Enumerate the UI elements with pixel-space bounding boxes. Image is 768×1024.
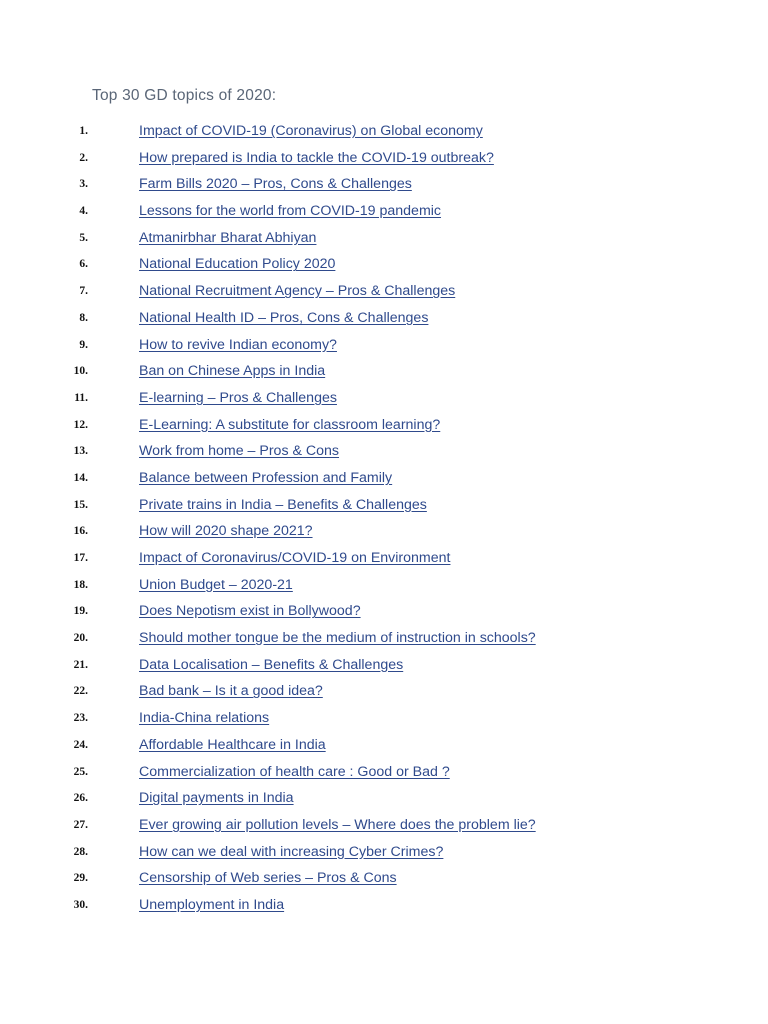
list-item-number: 17.	[73, 552, 88, 564]
topic-link[interactable]: Does Nepotism exist in Bollywood?	[139, 603, 361, 620]
list-item	[0, 625, 768, 652]
topic-link[interactable]: Atmanirbhar Bharat Abhiyan	[139, 229, 317, 246]
topic-link[interactable]: Work from home – Pros & Cons	[139, 443, 340, 460]
list-item-number: 22.	[73, 685, 88, 698]
topic-link[interactable]: How to revive Indian economy?	[139, 336, 337, 353]
list-item	[0, 171, 768, 198]
list-item-number: 27.	[73, 818, 88, 831]
list-item-number: 16.	[73, 525, 88, 538]
topic-link[interactable]: E-Learning: A substitute for classroom learning?	[139, 416, 441, 433]
list-item-number: 29.	[73, 872, 88, 885]
list-item-number: 2.	[79, 151, 88, 164]
topic-link[interactable]: Should mother tongue be the medium of instruction in schools?	[139, 630, 536, 647]
list-item	[0, 812, 768, 839]
list-item	[0, 358, 768, 385]
list-item	[0, 492, 768, 519]
list-item	[0, 705, 768, 732]
list-item-number: 13.	[73, 445, 88, 458]
list-item-number: 10.	[73, 365, 88, 378]
list-item-number: 24.	[73, 738, 88, 751]
list-item-number: 8.	[79, 311, 88, 324]
list-item-number: 4.	[79, 205, 88, 218]
list-item-number: 6.	[79, 258, 88, 271]
list-item	[0, 145, 768, 172]
list-item	[0, 759, 768, 786]
list-item-number: 1.	[79, 125, 88, 137]
list-item	[0, 225, 768, 252]
list-item-number: 26.	[73, 792, 88, 805]
list-item	[0, 438, 768, 465]
list-item-number: 11.	[74, 391, 88, 404]
list-item-number: 21.	[73, 658, 88, 671]
list-item-number: 7.	[79, 285, 88, 298]
list-item	[0, 865, 768, 892]
list-item	[0, 385, 768, 412]
list-item-number: 28.	[73, 845, 88, 858]
topic-link[interactable]: How prepared is India to tackle the COVID-19 outbreak?	[139, 149, 494, 166]
topic-link[interactable]: Lessons for the world from COVID-19 pandemic	[139, 203, 442, 220]
topic-link[interactable]: Ban on Chinese Apps in India	[139, 363, 326, 380]
topic-link[interactable]: National Recruitment Agency – Pros & Challenges	[139, 283, 456, 300]
list-item-number: 5.	[79, 231, 88, 244]
topic-link[interactable]: Impact of COVID-19 (Coronavirus) on Global economy	[139, 123, 483, 139]
list-item-number: 9.	[79, 338, 88, 351]
list-item-number: 12.	[73, 418, 88, 431]
list-item-number: 18.	[73, 578, 88, 591]
topic-link[interactable]: Unemployment in India	[139, 896, 285, 913]
topic-link[interactable]: Data Localisation – Benefits & Challenges	[139, 656, 404, 673]
topic-link[interactable]: How can we deal with increasing Cyber Crimes?	[139, 843, 444, 860]
list-item	[0, 278, 768, 305]
topic-link[interactable]: National Health ID – Pros, Cons & Challenges	[139, 309, 429, 326]
topic-link[interactable]: E-learning – Pros & Challenges	[139, 389, 337, 406]
list-item	[0, 251, 768, 278]
list-item	[0, 732, 768, 759]
topic-link[interactable]: National Education Policy 2020	[139, 256, 336, 273]
list-item	[0, 598, 768, 625]
list-item-number: 3.	[79, 178, 88, 191]
list-item	[0, 839, 768, 866]
topic-link[interactable]: Ever growing air pollution levels – Where does the problem lie?	[139, 816, 536, 833]
topic-link[interactable]: Commercialization of health care : Good or Bad ?	[139, 763, 450, 780]
list-item-number: 20.	[73, 632, 88, 645]
topic-link[interactable]: How will 2020 shape 2021?	[139, 523, 313, 540]
topic-link[interactable]: Digital payments in India	[139, 790, 294, 807]
list-item	[0, 518, 768, 545]
list-item	[0, 118, 768, 145]
topic-link[interactable]: India-China relations	[139, 710, 270, 727]
list-item-number: 14.	[73, 471, 88, 484]
topic-link[interactable]: Union Budget – 2020-21	[139, 576, 293, 593]
topic-link[interactable]: Bad bank – Is it a good idea?	[139, 683, 323, 700]
list-item-number: 30.	[73, 898, 88, 911]
list-item	[0, 652, 768, 679]
list-item	[0, 465, 768, 492]
document-title: Top 30 GD topics of 2020:	[92, 87, 277, 104]
list-item	[0, 412, 768, 439]
list-item	[0, 305, 768, 332]
list-item	[0, 198, 768, 225]
topic-link[interactable]: Private trains in India – Benefits & Challenges	[139, 496, 427, 513]
list-item-number: 15.	[73, 498, 88, 511]
topic-link[interactable]: Impact of Coronavirus/COVID-19 on Environment	[139, 550, 451, 566]
list-item	[0, 545, 768, 572]
list-item-number: 25.	[73, 765, 88, 778]
list-item	[0, 332, 768, 359]
topic-list	[0, 118, 768, 919]
list-item-number: 23.	[73, 712, 88, 725]
list-item	[0, 572, 768, 599]
list-item	[0, 892, 768, 919]
topic-link[interactable]: Farm Bills 2020 – Pros, Cons & Challenges	[139, 176, 412, 193]
topic-link[interactable]: Affordable Healthcare in India	[139, 736, 326, 753]
topic-link[interactable]: Balance between Profession and Family	[139, 469, 393, 486]
topic-link[interactable]: Censorship of Web series – Pros & Cons	[139, 870, 397, 887]
list-item	[0, 785, 768, 812]
list-item	[0, 678, 768, 705]
list-item-number: 19.	[73, 605, 88, 618]
